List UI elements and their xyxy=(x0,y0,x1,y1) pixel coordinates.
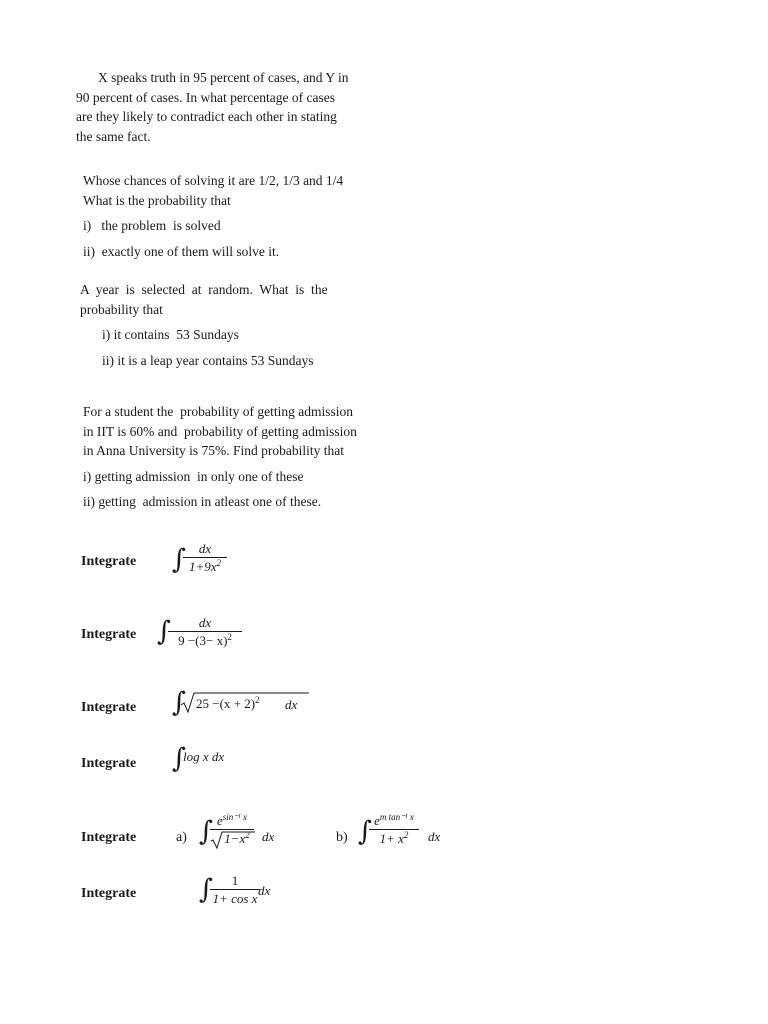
integral-fraction xyxy=(210,814,254,845)
denominator: $1+9x^2$ xyxy=(188,558,222,574)
integral-fraction xyxy=(210,874,260,905)
integral-sign: ∫ xyxy=(172,687,187,718)
differential: dx xyxy=(285,697,298,712)
problem-line: probability that xyxy=(80,301,163,317)
integrate-label: Integrate xyxy=(81,627,137,642)
integral-sign: ∫ xyxy=(172,544,187,575)
problem-item: i) it contains 53 Sundays xyxy=(102,327,239,342)
integrate-label: Integrate xyxy=(81,830,137,845)
part-a-tag: a) xyxy=(176,830,187,845)
problem-line: What is the probability that xyxy=(83,192,231,208)
problem-line: in IIT is 60% and probability of getting admission xyxy=(83,423,357,439)
problem-line: the same fact. xyxy=(76,128,151,144)
part-b-tag: b) xyxy=(336,830,348,845)
problem-item: i) getting admission in only one of these xyxy=(83,468,304,484)
problem-line: are they likely to contradict each other in stating xyxy=(76,109,337,124)
integral-sign: ∫ xyxy=(199,816,214,847)
denominator: $1-x^2$ xyxy=(210,830,254,845)
numerator: $e^{m tan^{-1} x}$ xyxy=(374,812,414,828)
problem-1 xyxy=(76,68,349,146)
numerator: dx xyxy=(198,541,212,556)
problem-3 xyxy=(80,280,328,370)
problem-2 xyxy=(83,171,343,261)
problem-line: in Anna University is 75%. Find probability that xyxy=(83,443,344,458)
denominator: 1+ cos x xyxy=(212,891,258,906)
numerator: $e^{sin^{-1} x}$ xyxy=(217,812,247,828)
integrate-label: Integrate xyxy=(81,886,137,901)
integral-fraction xyxy=(183,542,227,573)
problem-line: A year is selected at random. What is the xyxy=(80,282,328,297)
integrate-label: Integrate xyxy=(81,700,137,715)
numerator: 1 xyxy=(231,873,239,888)
radicand: $25 -(x + 2)^2$ xyxy=(196,695,260,711)
integrand: log x dx xyxy=(183,749,225,764)
integral-sign: ∫ xyxy=(157,616,172,647)
problem-item: ii) getting admission in atleast one of these. xyxy=(83,494,322,509)
problem-item: ii) it is a leap year contains 53 Sundays xyxy=(102,352,314,368)
radical-sign xyxy=(211,831,257,849)
problem-item: i) the problem is solved xyxy=(83,218,221,233)
problem-item: ii) exactly one of them will solve it. xyxy=(83,243,280,259)
denominator: $1+ x^2$ xyxy=(379,830,409,846)
differential: dx xyxy=(258,883,271,898)
problem-line: 90 percent of cases. In what percentage of cases xyxy=(76,89,335,105)
integrate-label: Integrate xyxy=(81,756,137,771)
integral-sign: ∫ xyxy=(199,874,214,905)
differential: dx xyxy=(428,829,441,844)
integral-fraction xyxy=(168,616,242,647)
problem-line: For a student the probability of getting admission xyxy=(83,404,353,419)
problem-4 xyxy=(83,402,357,512)
integral-fraction xyxy=(369,814,419,845)
problem-line: Whose chances of solving it are 1/2, 1/3 and 1/4 xyxy=(83,173,344,188)
integral-sign: ∫ xyxy=(172,743,187,774)
differential: dx xyxy=(262,829,275,844)
integral-sign: ∫ xyxy=(358,816,373,847)
problem-line: X speaks truth in 95 percent of cases, and Y in xyxy=(98,70,349,85)
denominator: $9 -(3- x)^2$ xyxy=(178,632,232,648)
numerator: dx xyxy=(198,615,212,630)
integrate-label: Integrate xyxy=(81,554,137,569)
